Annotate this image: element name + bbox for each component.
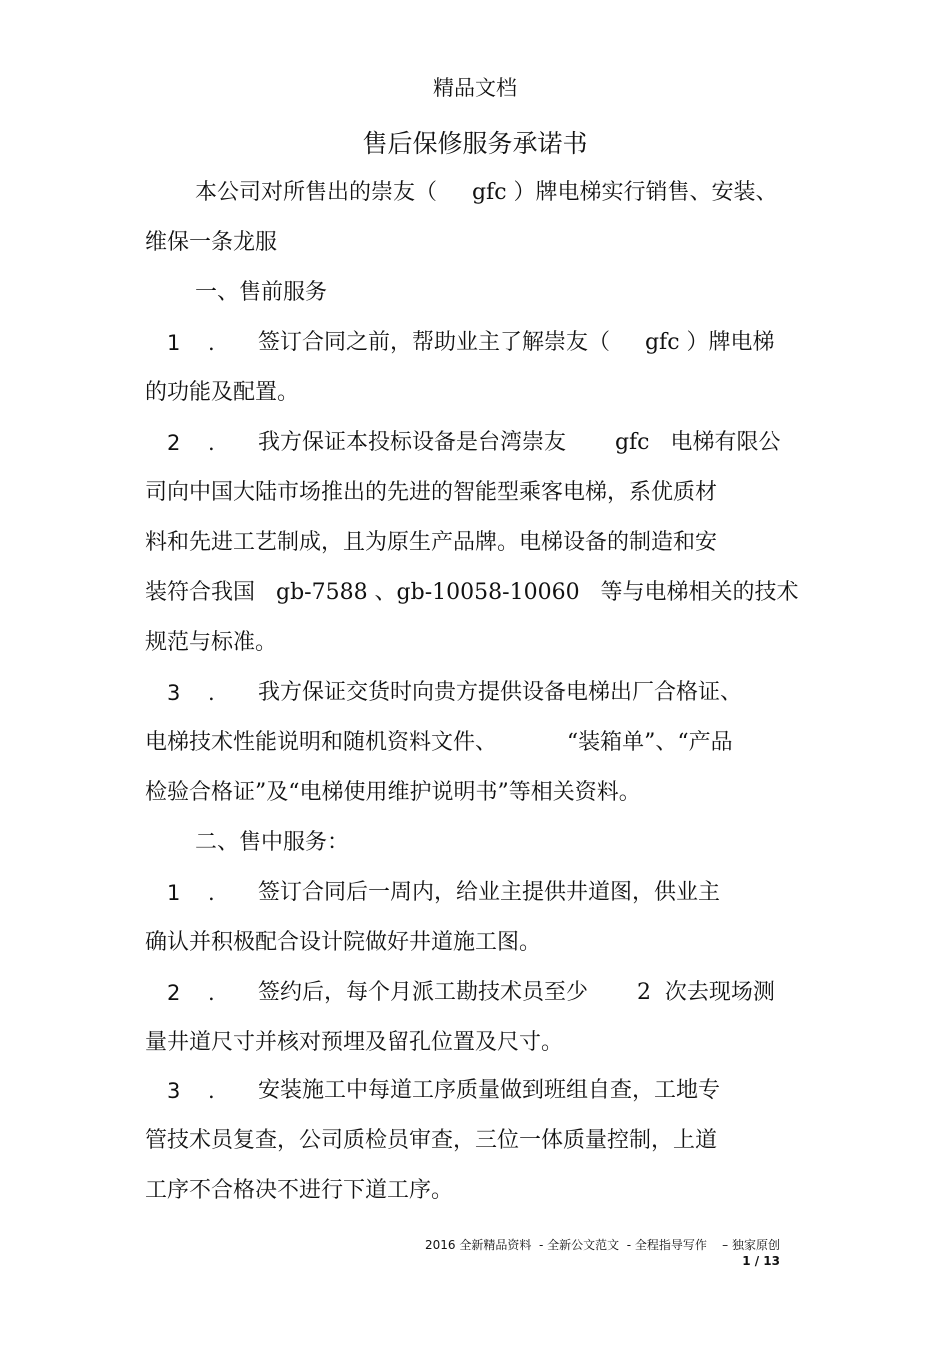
paragraph-line: 料和先进工艺制成，且为原生产品牌。电梯设备的制造和安: [145, 530, 718, 555]
paragraph-line: 电梯技术性能说明和随机资料文件、 “装箱单”、“产品: [145, 730, 733, 755]
item-dot: .: [208, 431, 215, 455]
item-dot: .: [208, 981, 215, 1005]
page-header: 精品文档: [433, 76, 517, 100]
paragraph-line: 的功能及配置。: [145, 380, 300, 405]
item-number: 1: [167, 331, 181, 355]
item-dot: .: [208, 331, 215, 355]
item-number: 2: [167, 431, 181, 455]
document-title: 售后保修服务承诺书: [362, 129, 588, 158]
item-dot: .: [208, 1079, 215, 1103]
paragraph-line: 我方保证交货时向贵方提供设备电梯出厂合格证、: [258, 680, 743, 705]
footer-note: 2016 全新精品资料 - 全新公文范文 - 全程指导写作 – 独家原创: [425, 1238, 780, 1252]
paragraph-line: 规范与标准。: [145, 630, 278, 655]
section-heading-insale: 二、售中服务：: [195, 830, 350, 855]
paragraph-line: 签约后，每个月派工勘技术员至少 2 次去现场测: [258, 980, 775, 1005]
item-dot: .: [208, 881, 215, 905]
item-number: 1: [167, 881, 181, 905]
paragraph-line: 工序不合格决不进行下道工序。: [145, 1178, 454, 1203]
paragraph-line: 签订合同后一周内，给业主提供井道图，供业主: [258, 880, 721, 905]
intro-line-1: 本公司对所售出的崇友（ gfc ）牌电梯实行销售、安装、: [195, 180, 778, 205]
paragraph-line: 安装施工中每道工序质量做到班组自查，工地专: [258, 1078, 721, 1103]
paragraph-line: 检验合格证”及“电梯使用维护说明书”等相关资料。: [145, 780, 641, 805]
item-number: 2: [167, 981, 181, 1005]
item-number: 3: [167, 1079, 181, 1103]
paragraph-line: 确认并积极配合设计院做好井道施工图。: [145, 930, 542, 955]
page-number: 1 / 13: [742, 1254, 780, 1268]
item-number: 3: [167, 681, 181, 705]
paragraph-line: 司向中国大陆市场推出的先进的智能型乘客电梯，系优质材: [145, 480, 718, 505]
item-dot: .: [208, 681, 215, 705]
paragraph-line: 装符合我国 gb-7588 、gb-10058-10060 等与电梯相关的技术: [145, 580, 799, 605]
section-heading-presale: 一、售前服务: [195, 280, 328, 305]
paragraph-line: 管技术员复查，公司质检员审查，三位一体质量控制，上道: [145, 1128, 718, 1153]
paragraph-line: 我方保证本投标设备是台湾崇友 gfc 电梯有限公: [258, 430, 781, 455]
paragraph-line: 量井道尺寸并核对预埋及留孔位置及尺寸。: [145, 1030, 564, 1055]
intro-line-2: 维保一条龙服: [145, 230, 278, 255]
paragraph-line: 签订合同之前，帮助业主了解崇友（ gfc ）牌电梯: [258, 330, 775, 355]
